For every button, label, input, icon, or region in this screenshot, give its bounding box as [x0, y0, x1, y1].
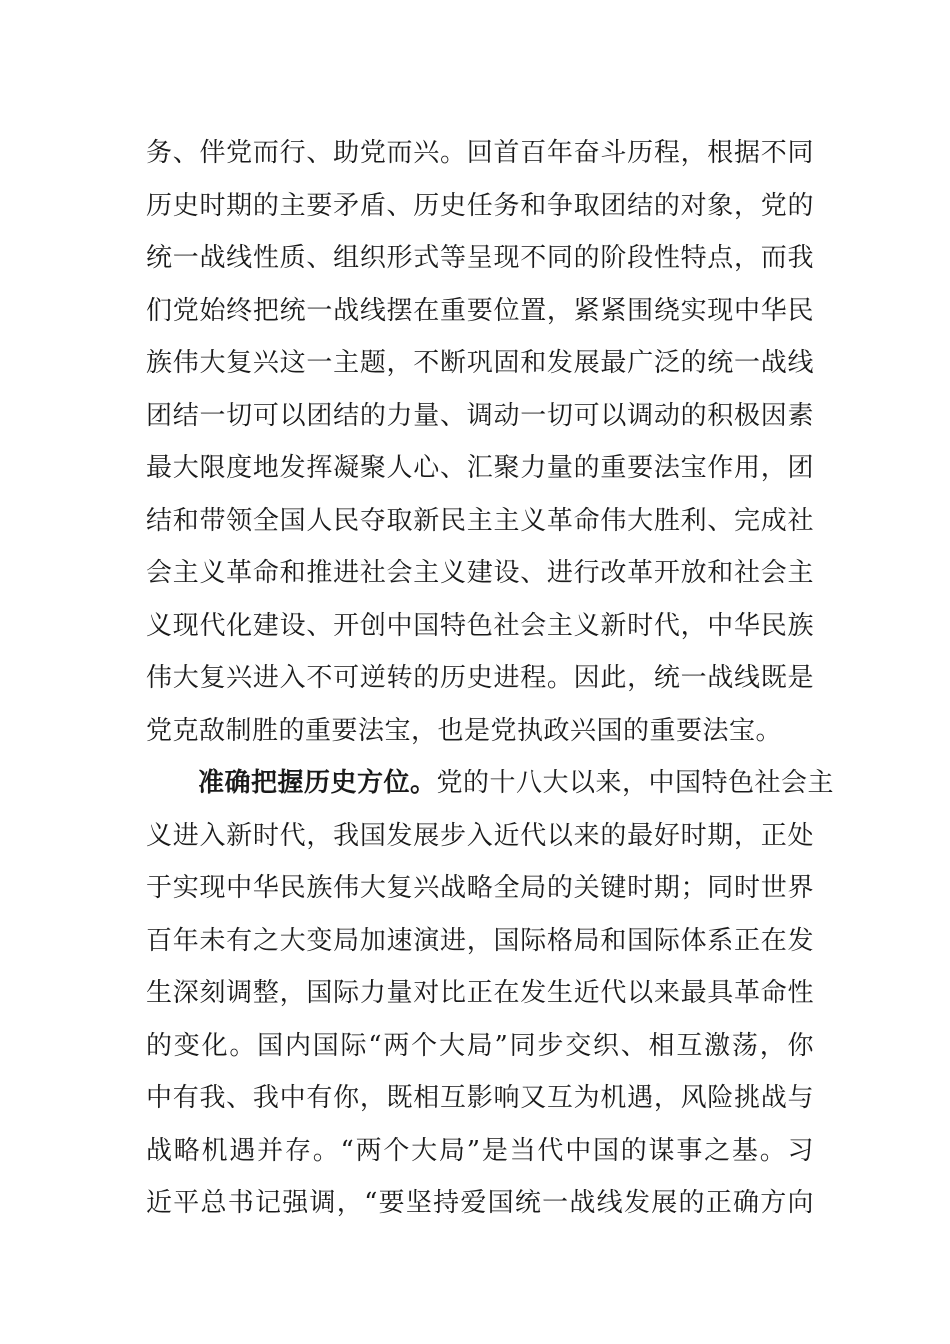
- paragraph-2: [146, 757, 835, 1230]
- text-line: 们党始终把统一战线摆在重要位置，紧紧围绕实现中华民: [146, 295, 814, 326]
- text-line: 伟大复兴进入不可逆转的历史进程。因此，统一战线既是: [146, 663, 814, 693]
- text-line: 最大限度地发挥凝聚人心、汇聚力量的重要法宝作用，团: [146, 453, 814, 483]
- text-line: 务、伴党而行、助党而兴。回首百年奋斗历程，根据不同: [146, 138, 814, 168]
- text-line: 于实现中华民族伟大复兴战略全局的关键时期；同时世界: [146, 873, 814, 903]
- document-body: [146, 127, 835, 1230]
- text-line: 结和带领全国人民夺取新民主主义革命伟大胜利、完成社: [146, 505, 814, 536]
- paragraph-1: [146, 127, 814, 757]
- text-line-first: [146, 757, 835, 810]
- text-line: 近平总书记强调，“要坚持爱国统一战线发展的正确方向: [146, 1188, 814, 1218]
- text-line: 团结一切可以团结的力量、调动一切可以调动的积极因素: [146, 400, 814, 431]
- text-line: 生深刻调整，国际力量对比正在发生近代以来最具革命性: [146, 978, 814, 1008]
- text-line: 义进入新时代，我国发展步入近代以来的最好时期，正处: [146, 820, 814, 851]
- section-heading: 准确把握历史方位。: [198, 768, 437, 798]
- text-line: 中有我、我中有你，既相互影响又互为机遇，风险挑战与: [146, 1083, 814, 1113]
- text-line: 族伟大复兴这一主题，不断巩固和发展最广泛的统一战线: [146, 348, 814, 378]
- text-line: 百年未有之大变局加速演进，国际格局和国际体系正在发: [146, 925, 814, 956]
- text-line: 义现代化建设、开创中国特色社会主义新时代，中华民族: [146, 610, 814, 641]
- text-line: 党克敌制胜的重要法宝，也是党执政兴国的重要法宝。: [146, 715, 783, 746]
- text-run: 党的十八大以来，中国特色社会主: [436, 768, 835, 798]
- text-line: 战略机遇并存。“两个大局”是当代中国的谋事之基。习: [146, 1135, 814, 1166]
- text-line: 历史时期的主要矛盾、历史任务和争取团结的对象，党的: [146, 190, 814, 221]
- text-line: 的变化。国内国际“两个大局”同步交织、相互激荡，你: [146, 1030, 814, 1061]
- text-line: 会主义革命和推进社会主义建设、进行改革开放和社会主: [146, 558, 814, 588]
- text-line: 统一战线性质、组织形式等呈现不同的阶段性特点，而我: [146, 243, 814, 273]
